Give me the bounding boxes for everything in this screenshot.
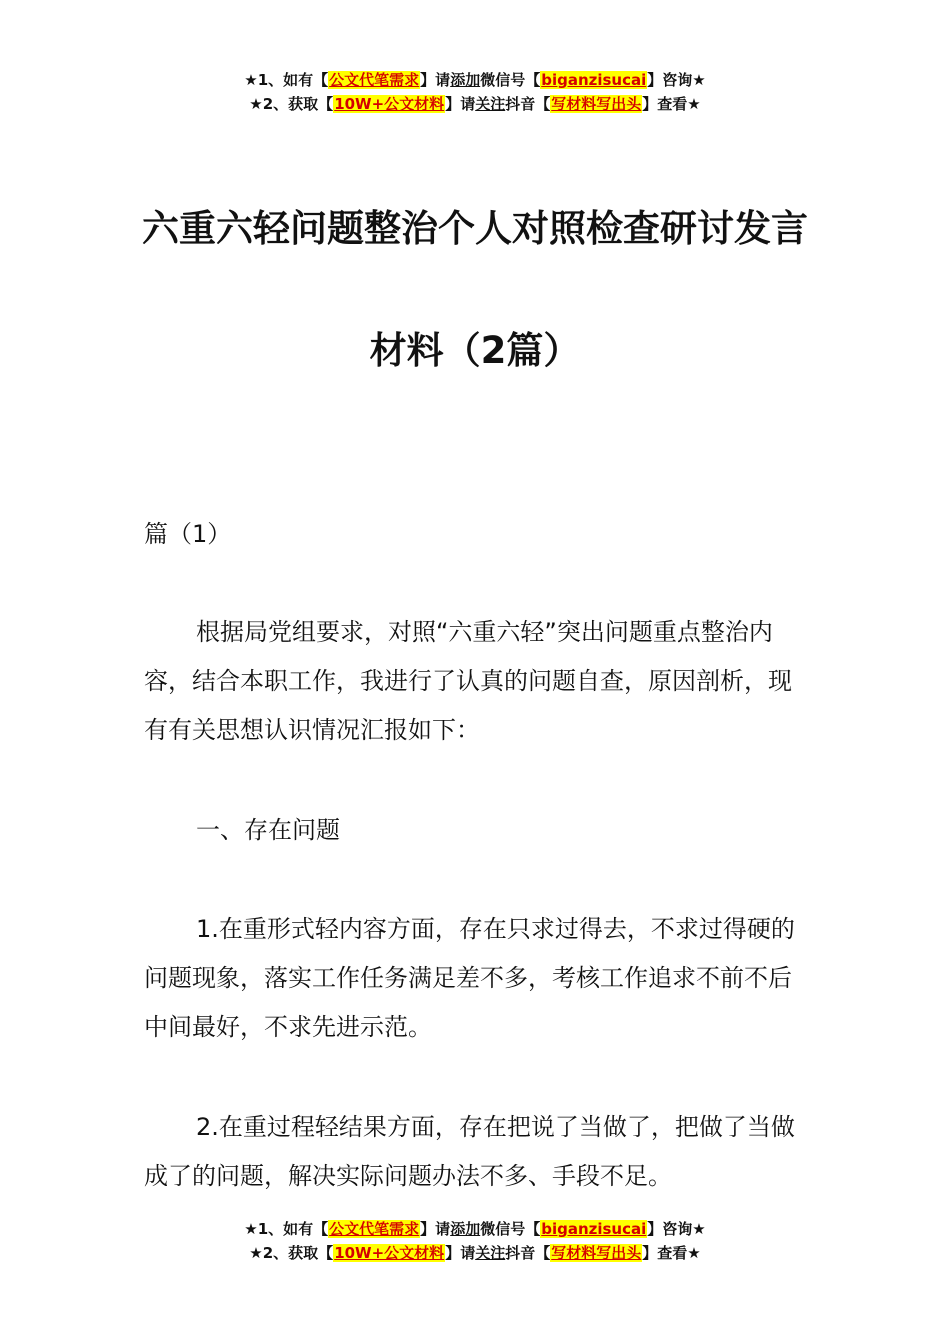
banner-text: 】查看★ bbox=[642, 1244, 701, 1262]
highlight-douyin-account: 写材料写出头 bbox=[551, 95, 642, 113]
banner-text: 】咨询★ bbox=[647, 71, 706, 89]
banner-text: 抖音【 bbox=[505, 95, 551, 113]
banner-line-1 bbox=[0, 1217, 950, 1241]
highlight-ghostwriting: 公文代笔需求 bbox=[329, 71, 420, 89]
problem-item-2: 2.在重过程轻结果方面，存在把说了当做了，把做了当做成了的问题，解决实际问题办法不多、手段不足。 bbox=[144, 1113, 795, 1190]
highlight-douyin-account: 写材料写出头 bbox=[551, 1244, 642, 1262]
banner-text: ★1、如有【 bbox=[244, 71, 329, 89]
banner-text: 微信号【 bbox=[480, 71, 541, 89]
banner-line-1 bbox=[0, 68, 950, 92]
banner-text: 】请 bbox=[445, 1244, 476, 1262]
banner-text: 】请 bbox=[445, 95, 476, 113]
highlight-wechat-id: biganzisucai bbox=[541, 71, 647, 89]
intro-paragraph: 根据局党组要求，对照“六重六轻”突出问题重点整治内容，结合本职工作，我进行了认真的问题自查，原因剖析，现有有关思想认识情况汇报如下： bbox=[144, 618, 792, 744]
banner-text: 】咨询★ bbox=[647, 1220, 706, 1238]
banner-underline: 添加 bbox=[450, 1220, 481, 1238]
bottom-banner bbox=[0, 1217, 950, 1265]
section-heading: 一、存在问题 bbox=[196, 816, 340, 844]
banner-text: ★2、获取【 bbox=[249, 1244, 334, 1262]
banner-text: 】请 bbox=[420, 71, 451, 89]
banner-underline: 添加 bbox=[450, 71, 481, 89]
highlight-materials: 10W+公文材料 bbox=[334, 95, 445, 113]
banner-text: ★2、获取【 bbox=[249, 95, 334, 113]
banner-text: 】请 bbox=[420, 1220, 451, 1238]
banner-text: 】查看★ bbox=[642, 95, 701, 113]
banner-text: 微信号【 bbox=[480, 1220, 541, 1238]
document-title-line-1: 六重六轻问题整治个人对照检查研讨发言 bbox=[142, 207, 808, 250]
banner-line-2 bbox=[0, 1241, 950, 1265]
top-banner bbox=[0, 68, 950, 116]
problem-item-1: 1.在重形式轻内容方面，存在只求过得去，不求过得硬的问题现象，落实工作任务满足差不多，考核工作追求不前不后中间最好，不求先进示范。 bbox=[144, 915, 795, 1041]
banner-underline: 关注 bbox=[475, 95, 506, 113]
highlight-materials: 10W+公文材料 bbox=[334, 1244, 445, 1262]
highlight-wechat-id: biganzisucai bbox=[541, 1220, 647, 1238]
document-title-line-2: 材料（2篇） bbox=[369, 329, 581, 372]
banner-text: 抖音【 bbox=[505, 1244, 551, 1262]
banner-underline: 关注 bbox=[475, 1244, 506, 1262]
section-label: 篇（1） bbox=[144, 520, 232, 548]
banner-text: ★1、如有【 bbox=[244, 1220, 329, 1238]
highlight-ghostwriting: 公文代笔需求 bbox=[329, 1220, 420, 1238]
banner-line-2 bbox=[0, 92, 950, 116]
